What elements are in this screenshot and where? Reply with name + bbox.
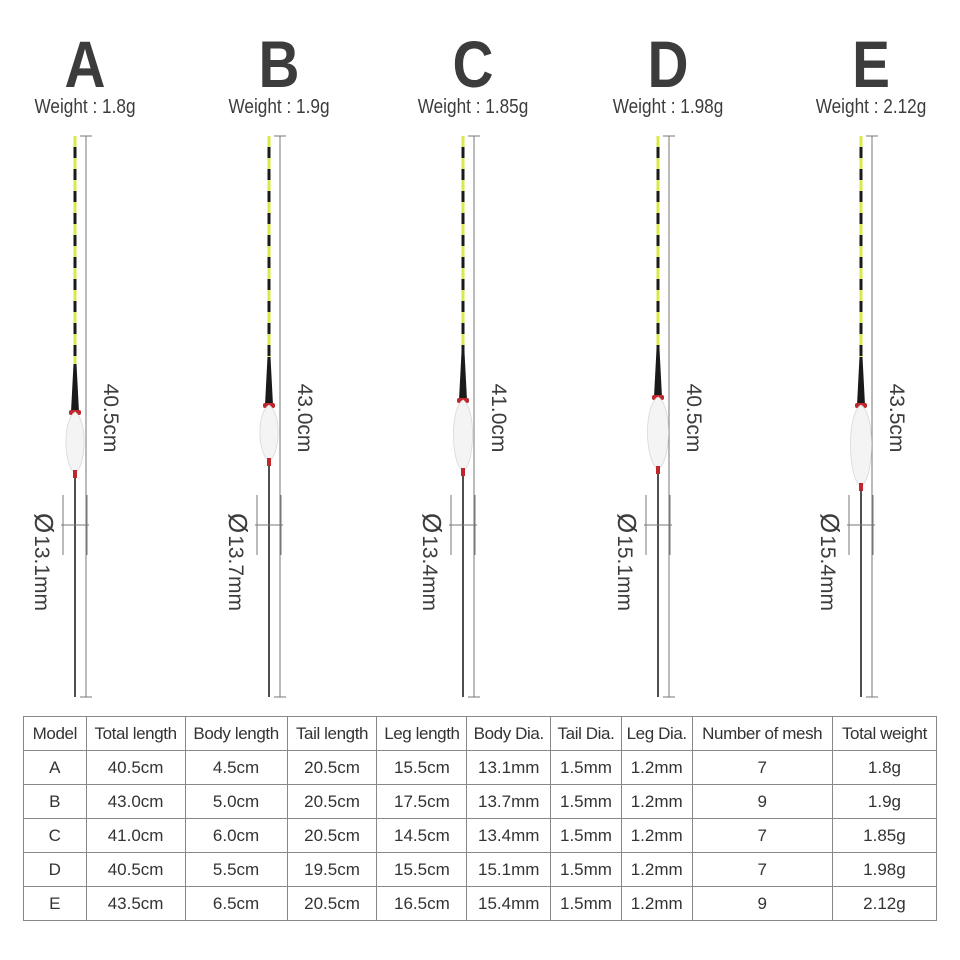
antenna-segment bbox=[657, 345, 660, 349]
antenna-segment bbox=[657, 213, 660, 224]
diameter-symbol: Ø bbox=[223, 512, 253, 534]
antenna-segment bbox=[860, 235, 863, 246]
diameter-label bbox=[225, 487, 251, 637]
antenna-segment bbox=[268, 147, 271, 158]
diameter-value: 13.1mm bbox=[30, 535, 53, 612]
antenna-segment bbox=[74, 158, 77, 169]
antenna-segment bbox=[860, 180, 863, 191]
antenna-segment bbox=[657, 290, 660, 301]
antenna-segment bbox=[74, 356, 77, 364]
table-cell: 15.5cm bbox=[377, 751, 467, 785]
antenna-segment bbox=[74, 213, 77, 224]
antenna-segment bbox=[268, 356, 271, 357]
antenna-segment bbox=[74, 136, 77, 147]
float-column-d bbox=[573, 0, 763, 715]
table-row bbox=[24, 853, 937, 887]
antenna-segment bbox=[860, 147, 863, 158]
table-cell: 1.2mm bbox=[621, 887, 692, 921]
table-cell: 41.0cm bbox=[86, 819, 185, 853]
antenna-segment bbox=[657, 257, 660, 268]
header-tail-length: Tail length bbox=[287, 717, 377, 751]
table-cell: 1.5mm bbox=[551, 853, 622, 887]
antenna-segment bbox=[268, 334, 271, 345]
antenna-segment bbox=[268, 279, 271, 290]
antenna-segment bbox=[860, 301, 863, 312]
table-cell: 20.5cm bbox=[287, 751, 377, 785]
antenna-segment bbox=[462, 136, 465, 147]
antenna-segment bbox=[462, 147, 465, 158]
bottom-red-ring bbox=[461, 468, 465, 476]
header-body-length: Body length bbox=[185, 717, 287, 751]
table-cell: 20.5cm bbox=[287, 887, 377, 921]
antenna-segment bbox=[860, 334, 863, 345]
table-cell: 5.5cm bbox=[185, 853, 287, 887]
table-cell: 43.0cm bbox=[86, 785, 185, 819]
antenna-segment bbox=[462, 334, 465, 345]
antenna-segment bbox=[462, 191, 465, 202]
table-cell: 7 bbox=[692, 853, 832, 887]
table-cell: 13.7mm bbox=[467, 785, 551, 819]
antenna-segment bbox=[860, 279, 863, 290]
float-body bbox=[260, 405, 278, 460]
table-cell: 6.0cm bbox=[185, 819, 287, 853]
header-total-weight: Total weight bbox=[832, 717, 936, 751]
antenna-segment bbox=[462, 180, 465, 191]
weight-label: Weight : 1.85g bbox=[417, 96, 529, 118]
table-cell: 14.5cm bbox=[377, 819, 467, 853]
table-cell: 1.5mm bbox=[551, 785, 622, 819]
antenna-segment bbox=[657, 301, 660, 312]
model-letter: E bbox=[852, 27, 890, 101]
table-cell: 13.1mm bbox=[467, 751, 551, 785]
float-drawing bbox=[184, 0, 374, 715]
model-letter: A bbox=[64, 27, 106, 101]
table-cell: 16.5cm bbox=[377, 887, 467, 921]
antenna-segment bbox=[74, 235, 77, 246]
float-body bbox=[647, 397, 668, 468]
float-drawing bbox=[573, 0, 763, 715]
antenna-segment bbox=[268, 268, 271, 279]
antenna-segment bbox=[268, 235, 271, 246]
antenna-segment bbox=[860, 246, 863, 257]
table-cell: A bbox=[24, 751, 87, 785]
table-cell: 4.5cm bbox=[185, 751, 287, 785]
antenna-segment bbox=[74, 279, 77, 290]
table-cell: 7 bbox=[692, 751, 832, 785]
table-cell: 1.2mm bbox=[621, 853, 692, 887]
antenna-segment bbox=[462, 301, 465, 312]
antenna-segment bbox=[74, 180, 77, 191]
total-length-label: 43.5cm bbox=[885, 383, 908, 453]
antenna-segment bbox=[657, 312, 660, 323]
antenna-segment bbox=[462, 268, 465, 279]
diameter-symbol: Ø bbox=[417, 512, 447, 534]
antenna-segment bbox=[462, 169, 465, 180]
antenna-segment bbox=[657, 268, 660, 279]
antenna-segment bbox=[74, 268, 77, 279]
antenna-segment bbox=[268, 301, 271, 312]
table-cell: 15.5cm bbox=[377, 853, 467, 887]
antenna-segment bbox=[860, 345, 863, 356]
antenna-segment bbox=[268, 312, 271, 323]
table-cell: 1.85g bbox=[832, 819, 936, 853]
weight-label: Weight : 1.8g bbox=[34, 96, 136, 118]
table-cell: 2.12g bbox=[832, 887, 936, 921]
table-cell: 19.5cm bbox=[287, 853, 377, 887]
antenna-segment bbox=[268, 246, 271, 257]
antenna-segment bbox=[268, 180, 271, 191]
weight-label: Weight : 2.12g bbox=[815, 96, 927, 118]
antenna-segment bbox=[74, 312, 77, 323]
weight-label: Weight : 1.9g bbox=[228, 96, 330, 118]
float-body bbox=[453, 400, 472, 470]
model-letter: B bbox=[258, 27, 300, 101]
antenna-segment bbox=[462, 290, 465, 301]
diameter-value: 13.4mm bbox=[418, 535, 441, 612]
antenna-segment bbox=[462, 312, 465, 323]
total-length-label: 40.5cm bbox=[682, 383, 705, 453]
antenna-segment bbox=[268, 224, 271, 235]
table-cell: 6.5cm bbox=[185, 887, 287, 921]
antenna-segment bbox=[74, 257, 77, 268]
antenna-segment bbox=[268, 290, 271, 301]
table-cell: 1.2mm bbox=[621, 751, 692, 785]
antenna-segment bbox=[74, 191, 77, 202]
table-cell: 20.5cm bbox=[287, 819, 377, 853]
table-cell: 9 bbox=[692, 887, 832, 921]
antenna-segment bbox=[860, 213, 863, 224]
float-drawing bbox=[0, 0, 180, 715]
float-body bbox=[850, 405, 871, 485]
antenna-segment bbox=[268, 202, 271, 213]
antenna-segment bbox=[657, 191, 660, 202]
antenna-segment bbox=[657, 158, 660, 169]
table-cell: 1.2mm bbox=[621, 819, 692, 853]
table-cell: 1.2mm bbox=[621, 785, 692, 819]
float-column-a bbox=[0, 0, 180, 715]
antenna-segment bbox=[860, 290, 863, 301]
total-length-label: 40.5cm bbox=[99, 383, 122, 453]
table-cell: 1.5mm bbox=[551, 887, 622, 921]
table-cell: E bbox=[24, 887, 87, 921]
antenna-segment bbox=[657, 235, 660, 246]
antenna-segment bbox=[657, 136, 660, 147]
float-neck bbox=[265, 357, 273, 405]
float-drawing bbox=[378, 0, 568, 715]
antenna-segment bbox=[268, 191, 271, 202]
antenna-segment bbox=[74, 246, 77, 257]
bottom-red-ring bbox=[859, 483, 863, 491]
diameter-label bbox=[419, 487, 445, 637]
antenna-segment bbox=[268, 257, 271, 268]
diameter-symbol: Ø bbox=[29, 512, 59, 534]
antenna-segment bbox=[657, 246, 660, 257]
table-cell: 9 bbox=[692, 785, 832, 819]
antenna-segment bbox=[74, 323, 77, 334]
antenna-segment bbox=[462, 213, 465, 224]
antenna-segment bbox=[462, 323, 465, 334]
table-header-row bbox=[24, 717, 937, 751]
antenna-segment bbox=[657, 180, 660, 191]
header-leg-dia: Leg Dia. bbox=[621, 717, 692, 751]
antenna-segment bbox=[74, 169, 77, 180]
antenna-segment bbox=[462, 246, 465, 257]
antenna-segment bbox=[860, 202, 863, 213]
diameter-value: 15.4mm bbox=[816, 535, 839, 612]
antenna-segment bbox=[462, 158, 465, 169]
table-cell: C bbox=[24, 819, 87, 853]
table-cell: 43.5cm bbox=[86, 887, 185, 921]
diameter-label bbox=[31, 487, 57, 637]
float-neck bbox=[654, 349, 662, 397]
antenna-segment bbox=[74, 345, 77, 356]
float-neck bbox=[459, 352, 467, 400]
antenna-segment bbox=[860, 158, 863, 169]
antenna-segment bbox=[860, 224, 863, 235]
weight-label: Weight : 1.98g bbox=[612, 96, 724, 118]
diameter-symbol: Ø bbox=[612, 512, 642, 534]
antenna-segment bbox=[657, 169, 660, 180]
model-letter: D bbox=[647, 27, 689, 101]
table-cell: 17.5cm bbox=[377, 785, 467, 819]
table-cell: 13.4mm bbox=[467, 819, 551, 853]
float-column-e bbox=[776, 0, 960, 715]
antenna-segment bbox=[462, 224, 465, 235]
antenna-segment bbox=[657, 224, 660, 235]
diameter-value: 13.7mm bbox=[224, 535, 247, 612]
antenna-segment bbox=[268, 158, 271, 169]
antenna-segment bbox=[860, 136, 863, 147]
antenna-segment bbox=[74, 290, 77, 301]
float-drawing bbox=[776, 0, 960, 715]
table-cell: D bbox=[24, 853, 87, 887]
table-cell: 1.98g bbox=[832, 853, 936, 887]
float-neck bbox=[71, 364, 79, 412]
antenna-segment bbox=[860, 191, 863, 202]
header-total-length: Total length bbox=[86, 717, 185, 751]
antenna-segment bbox=[462, 202, 465, 213]
table-cell: 1.9g bbox=[832, 785, 936, 819]
spec-table bbox=[23, 716, 937, 921]
table-cell: 15.1mm bbox=[467, 853, 551, 887]
antenna-segment bbox=[462, 279, 465, 290]
antenna-segment bbox=[268, 323, 271, 334]
antenna-segment bbox=[860, 356, 863, 357]
table-row bbox=[24, 819, 937, 853]
antenna-segment bbox=[860, 169, 863, 180]
table-cell: B bbox=[24, 785, 87, 819]
header-leg-length: Leg length bbox=[377, 717, 467, 751]
antenna-segment bbox=[657, 147, 660, 158]
antenna-segment bbox=[74, 301, 77, 312]
total-length-label: 43.0cm bbox=[293, 383, 316, 453]
table-row bbox=[24, 751, 937, 785]
antenna-segment bbox=[462, 257, 465, 268]
antenna-segment bbox=[860, 257, 863, 268]
table-cell: 15.4mm bbox=[467, 887, 551, 921]
antenna-segment bbox=[74, 334, 77, 345]
table-cell: 7 bbox=[692, 819, 832, 853]
table-cell: 1.5mm bbox=[551, 819, 622, 853]
antenna-segment bbox=[268, 169, 271, 180]
antenna-segment bbox=[860, 312, 863, 323]
antenna-segment bbox=[860, 323, 863, 334]
antenna-segment bbox=[462, 345, 465, 352]
header-model: Model bbox=[24, 717, 87, 751]
header-body-dia: Body Dia. bbox=[467, 717, 551, 751]
bottom-red-ring bbox=[656, 466, 660, 474]
bottom-red-ring bbox=[267, 458, 271, 466]
antenna-segment bbox=[462, 235, 465, 246]
antenna-segment bbox=[74, 202, 77, 213]
total-length-label: 41.0cm bbox=[487, 383, 510, 453]
antenna-segment bbox=[657, 323, 660, 334]
table-row bbox=[24, 785, 937, 819]
diameter-value: 15.1mm bbox=[613, 535, 636, 612]
diameter-label bbox=[817, 487, 843, 637]
antenna-segment bbox=[860, 268, 863, 279]
antenna-segment bbox=[268, 136, 271, 147]
antenna-segment bbox=[268, 213, 271, 224]
table-cell: 40.5cm bbox=[86, 853, 185, 887]
header-tail-dia: Tail Dia. bbox=[551, 717, 622, 751]
header-number-of-mesh: Number of mesh bbox=[692, 717, 832, 751]
float-body bbox=[66, 412, 84, 472]
bottom-red-ring bbox=[73, 470, 77, 478]
table-cell: 1.5mm bbox=[551, 751, 622, 785]
antenna-segment bbox=[657, 279, 660, 290]
float-column-c bbox=[378, 0, 568, 715]
table-cell: 5.0cm bbox=[185, 785, 287, 819]
table-cell: 40.5cm bbox=[86, 751, 185, 785]
table-row bbox=[24, 887, 937, 921]
antenna-segment bbox=[268, 345, 271, 356]
table-cell: 20.5cm bbox=[287, 785, 377, 819]
antenna-segment bbox=[657, 334, 660, 345]
table-cell: 1.8g bbox=[832, 751, 936, 785]
antenna-segment bbox=[657, 202, 660, 213]
diameter-symbol: Ø bbox=[815, 512, 845, 534]
diameter-label bbox=[614, 487, 640, 637]
float-neck bbox=[857, 357, 865, 405]
antenna-segment bbox=[74, 147, 77, 158]
antenna-segment bbox=[74, 224, 77, 235]
float-column-b bbox=[184, 0, 374, 715]
model-letter: C bbox=[452, 27, 494, 101]
